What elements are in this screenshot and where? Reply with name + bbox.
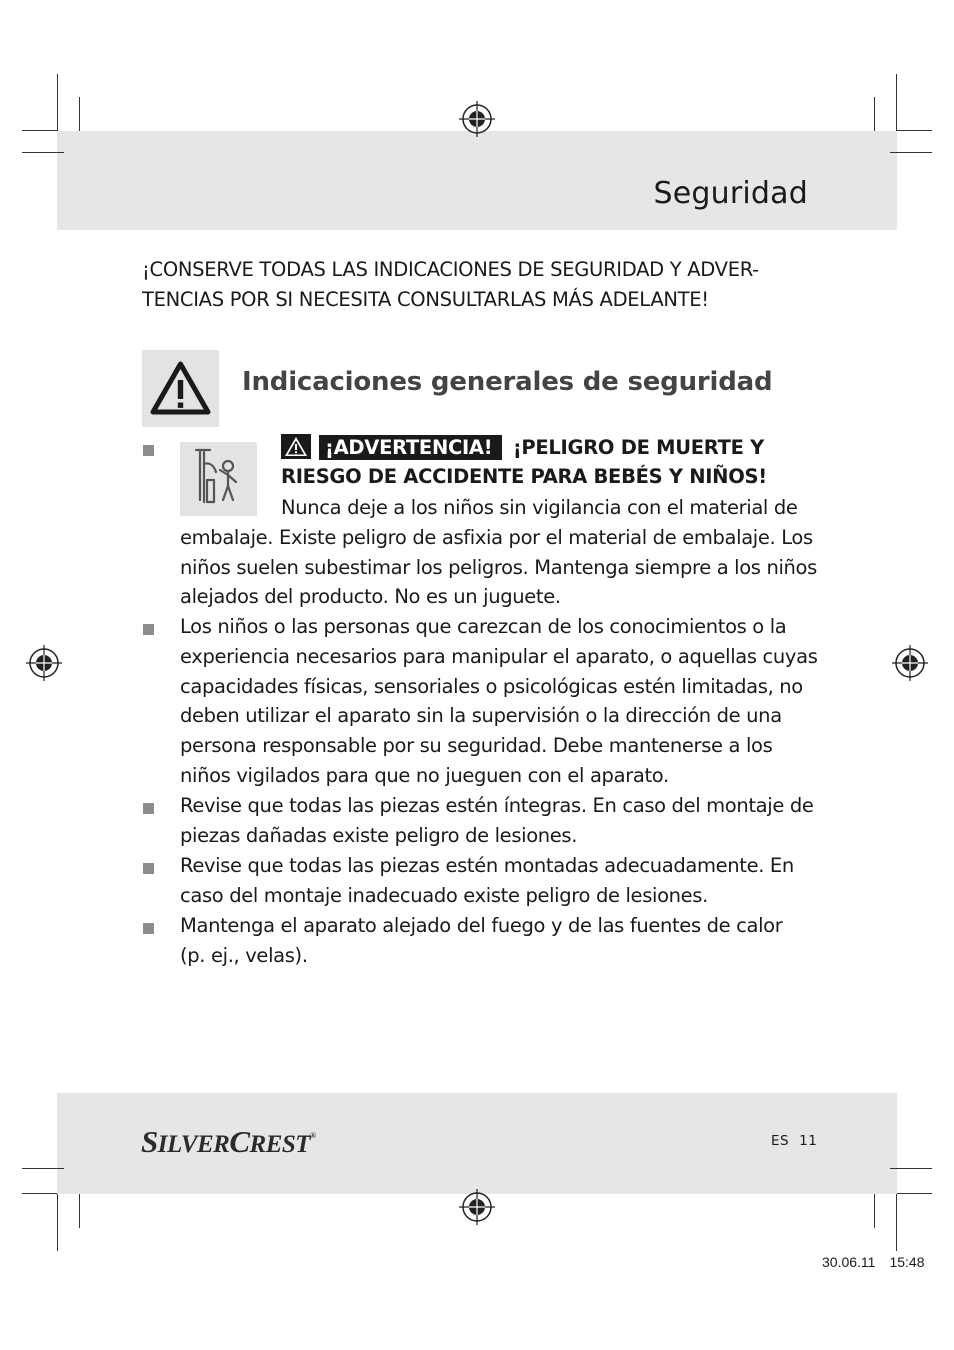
warning-triangle-icon — [142, 350, 219, 427]
page-number — [771, 1133, 817, 1149]
brand-logo: SILVERCREST® — [141, 1124, 316, 1159]
safety-notice — [142, 255, 842, 315]
notice-line: ¡CONSERVE TODAS LAS INDICACIONES DE SEGURIDAD Y ADVER- — [142, 258, 759, 281]
list-item — [180, 791, 820, 851]
item-line: embalaje. Existe peligro de asfixia por el material de embalaje. Los — [180, 525, 813, 549]
item-line: Revise que todas las piezas estén íntegras. En caso del montaje de — [180, 794, 814, 817]
warning-heading-line2: RIESGO DE ACCIDENTE PARA BEBÉS Y NIÑOS! — [281, 465, 767, 488]
warning-heading-line — [281, 434, 821, 462]
item-line: experiencia necesarios para manipular el aparato, o aquellas cuyas — [180, 644, 818, 668]
item-line: Revise que todas las piezas estén montadas adecuadamente. En — [180, 854, 794, 877]
item-line: capacidades físicas, sensoriales o psicológicas estén limitadas, no — [180, 674, 803, 698]
list-item — [180, 493, 820, 612]
item-line: piezas dañadas existe peligro de lesiones. — [180, 823, 578, 847]
list-bullet — [143, 624, 154, 635]
item-line: persona responsable por su seguridad. Debe mantenerse a los — [180, 734, 773, 758]
warning-label: ¡ADVERTENCIA! — [319, 435, 502, 460]
registration-mark-icon — [892, 645, 928, 681]
print-date: 30.06.11 — [822, 1254, 876, 1270]
registration-mark-icon — [459, 1189, 495, 1225]
list-item — [180, 851, 820, 911]
item-line: Los niños o las personas que carezcan de los conocimientos o la — [180, 615, 787, 638]
print-time: 15:48 — [889, 1254, 925, 1270]
registration-mark-icon — [459, 101, 495, 137]
warning-heading-part1: ¡PELIGRO DE MUERTE Y — [512, 436, 764, 459]
page-title: Seguridad — [653, 176, 808, 211]
small-warning-icon — [281, 434, 311, 459]
item-line: Nunca deje a los niños sin vigilancia con el material de — [281, 496, 798, 519]
list-bullet — [143, 803, 154, 814]
item-line: (p. ej., velas). — [180, 943, 308, 967]
section-title: Indicaciones generales de seguridad — [242, 367, 773, 397]
item-line: niños suelen subestimar los peligros. Mantenga siempre a los niños — [180, 555, 817, 579]
item-line: niños vigilados para que no jueguen con el aparato. — [180, 763, 669, 787]
item-line: Mantenga el aparato alejado del fuego y de las fuentes de calor — [180, 914, 783, 937]
notice-line: TENCIAS POR SI NECESITA CONSULTARLAS MÁS ADELANTE! — [142, 288, 709, 311]
registration-mark-icon — [26, 645, 62, 681]
page-num: 11 — [799, 1133, 818, 1149]
list-item — [180, 612, 820, 791]
item-line: deben utilizar el aparato sin la supervisión o la dirección de una — [180, 704, 782, 728]
item-line: caso del montaje inadecuado existe peligro de lesiones. — [180, 883, 708, 907]
language-code: ES — [771, 1133, 790, 1149]
list-bullet — [143, 445, 154, 456]
list-item — [180, 911, 820, 971]
item-line: alejados del producto. No es un juguete. — [180, 585, 561, 609]
list-bullet — [143, 923, 154, 934]
list-bullet — [143, 863, 154, 874]
print-timestamp — [822, 1254, 925, 1270]
